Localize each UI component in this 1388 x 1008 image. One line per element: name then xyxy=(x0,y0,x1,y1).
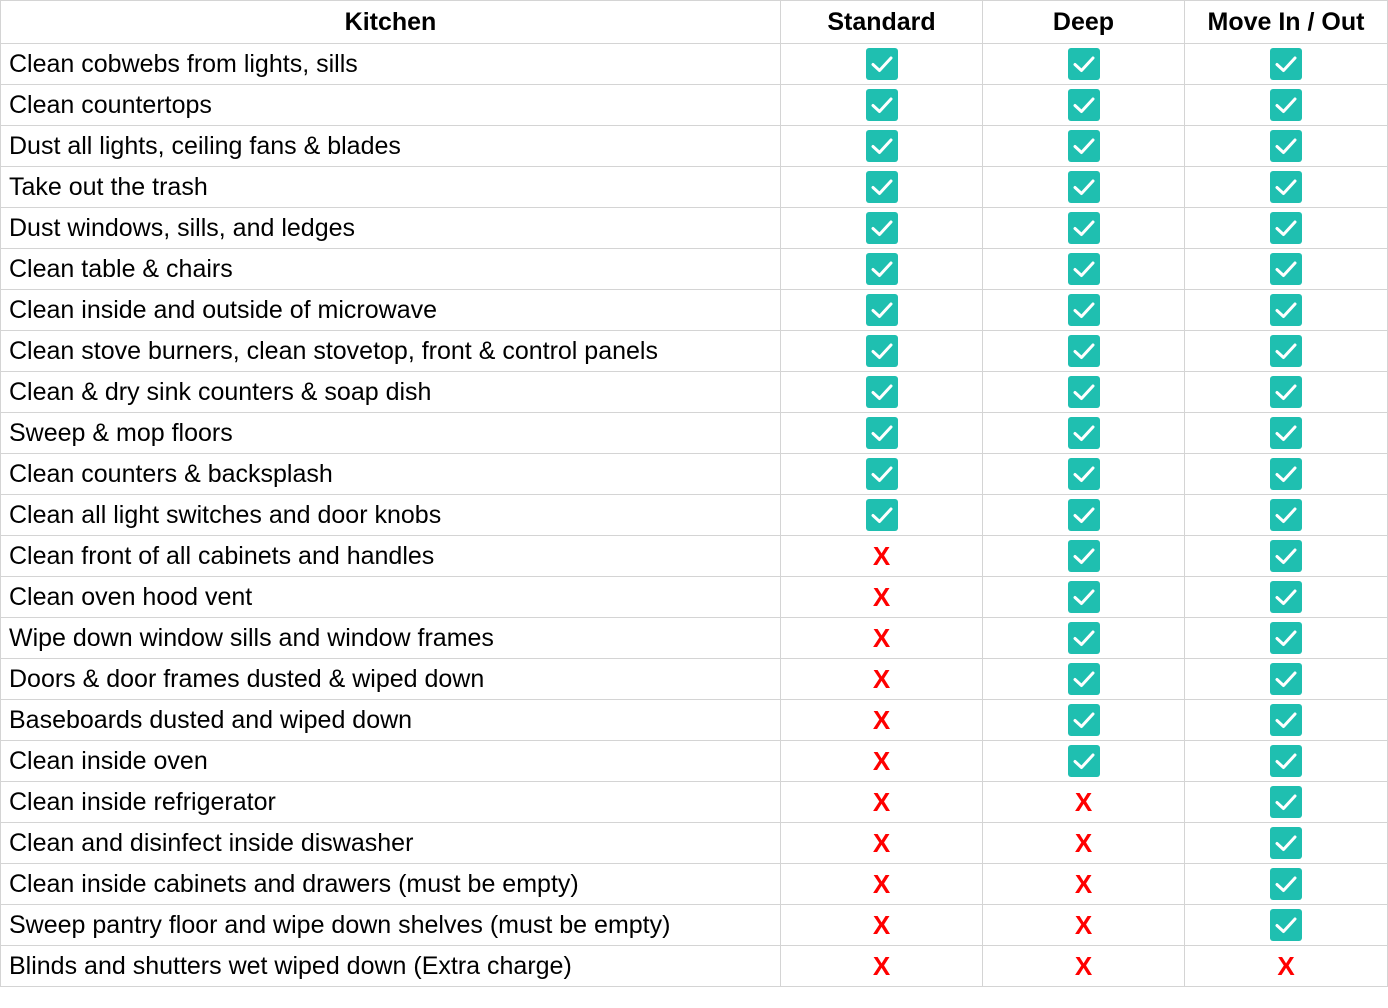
deep-cell[interactable] xyxy=(983,823,1185,864)
deep-cell[interactable] xyxy=(983,659,1185,700)
checkbox-checked-icon xyxy=(1270,376,1302,408)
task-cell[interactable]: Take out the trash xyxy=(1,167,781,208)
deep-cell[interactable] xyxy=(983,331,1185,372)
red-x-icon: X xyxy=(872,623,891,653)
move-cell[interactable] xyxy=(1185,454,1388,495)
deep-cell[interactable] xyxy=(983,864,1185,905)
checkbox-checked-icon xyxy=(1068,663,1100,695)
move-cell[interactable] xyxy=(1185,782,1388,823)
table-row xyxy=(1,454,1388,495)
deep-cell[interactable] xyxy=(983,495,1185,536)
deep-cell[interactable] xyxy=(983,372,1185,413)
checkbox-checked-icon xyxy=(1270,622,1302,654)
deep-cell[interactable] xyxy=(983,413,1185,454)
red-x-icon: X xyxy=(872,664,891,694)
task-cell[interactable]: Clean all light switches and door knobs xyxy=(1,495,781,536)
deep-cell[interactable] xyxy=(983,782,1185,823)
red-x-icon: X xyxy=(872,746,891,776)
task-cell[interactable]: Clean front of all cabinets and handles xyxy=(1,536,781,577)
table-row xyxy=(1,700,1388,741)
task-cell[interactable]: Clean cobwebs from lights, sills xyxy=(1,44,781,85)
table-row xyxy=(1,946,1388,987)
checkbox-checked-icon xyxy=(1068,48,1100,80)
task-cell[interactable]: Clean countertops xyxy=(1,85,781,126)
red-x-icon: X xyxy=(872,910,891,940)
checkbox-checked-icon xyxy=(866,253,898,285)
move-cell[interactable] xyxy=(1185,290,1388,331)
checkbox-checked-icon xyxy=(1270,704,1302,736)
header-move-in-out[interactable]: Move In / Out xyxy=(1185,1,1388,44)
standard-cell[interactable] xyxy=(781,249,983,290)
standard-cell[interactable] xyxy=(781,536,983,577)
move-cell[interactable] xyxy=(1185,864,1388,905)
move-cell[interactable] xyxy=(1185,741,1388,782)
standard-cell[interactable] xyxy=(781,290,983,331)
checkbox-checked-icon xyxy=(1270,540,1302,572)
deep-cell[interactable] xyxy=(983,290,1185,331)
move-cell[interactable] xyxy=(1185,618,1388,659)
deep-cell[interactable] xyxy=(983,85,1185,126)
move-cell[interactable] xyxy=(1185,577,1388,618)
move-cell[interactable] xyxy=(1185,495,1388,536)
deep-cell[interactable] xyxy=(983,44,1185,85)
task-cell[interactable]: Clean and disinfect inside diswasher xyxy=(1,823,781,864)
task-cell[interactable]: Dust windows, sills, and ledges xyxy=(1,208,781,249)
table-row xyxy=(1,577,1388,618)
standard-cell[interactable] xyxy=(781,372,983,413)
deep-cell[interactable] xyxy=(983,454,1185,495)
checkbox-checked-icon xyxy=(1270,827,1302,859)
deep-cell[interactable] xyxy=(983,536,1185,577)
task-cell[interactable]: Wipe down window sills and window frames xyxy=(1,618,781,659)
task-cell[interactable]: Clean inside and outside of microwave xyxy=(1,290,781,331)
checkbox-checked-icon xyxy=(1068,417,1100,449)
task-cell[interactable]: Clean inside cabinets and drawers (must be empty) xyxy=(1,864,781,905)
red-x-icon: X xyxy=(1074,951,1093,981)
red-x-icon: X xyxy=(872,828,891,858)
table-row xyxy=(1,823,1388,864)
table-row xyxy=(1,782,1388,823)
table-row xyxy=(1,208,1388,249)
red-x-icon: X xyxy=(872,582,891,612)
checkbox-checked-icon xyxy=(1270,253,1302,285)
header-row xyxy=(1,1,1388,44)
table-row xyxy=(1,659,1388,700)
checkbox-checked-icon xyxy=(1270,745,1302,777)
move-cell[interactable] xyxy=(1185,905,1388,946)
task-cell[interactable]: Sweep pantry floor and wipe down shelves (must be empty) xyxy=(1,905,781,946)
header-standard[interactable]: Standard xyxy=(781,1,983,44)
checkbox-checked-icon xyxy=(866,335,898,367)
red-x-icon: X xyxy=(872,951,891,981)
checkbox-checked-icon xyxy=(1068,499,1100,531)
move-cell[interactable] xyxy=(1185,700,1388,741)
move-cell[interactable] xyxy=(1185,167,1388,208)
checkbox-checked-icon xyxy=(1068,540,1100,572)
standard-cell[interactable] xyxy=(781,495,983,536)
checkbox-checked-icon xyxy=(1068,171,1100,203)
standard-cell[interactable] xyxy=(781,167,983,208)
checkbox-checked-icon xyxy=(866,376,898,408)
red-x-icon: X xyxy=(1277,951,1295,981)
checkbox-checked-icon xyxy=(1068,253,1100,285)
task-cell[interactable]: Sweep & mop floors xyxy=(1,413,781,454)
checkbox-checked-icon xyxy=(1270,89,1302,121)
task-cell[interactable]: Clean & dry sink counters & soap dish xyxy=(1,372,781,413)
red-x-icon: X xyxy=(1074,787,1093,817)
task-cell[interactable]: Clean oven hood vent xyxy=(1,577,781,618)
standard-cell[interactable] xyxy=(781,577,983,618)
task-cell[interactable]: Clean table & chairs xyxy=(1,249,781,290)
checkbox-checked-icon xyxy=(866,458,898,490)
checkbox-checked-icon xyxy=(1270,130,1302,162)
header-deep[interactable]: Deep xyxy=(983,1,1185,44)
table-row xyxy=(1,126,1388,167)
move-cell[interactable] xyxy=(1185,659,1388,700)
table-row xyxy=(1,536,1388,577)
checkbox-checked-icon xyxy=(1270,581,1302,613)
deep-cell[interactable] xyxy=(983,946,1185,987)
checkbox-checked-icon xyxy=(1270,171,1302,203)
move-cell[interactable] xyxy=(1185,823,1388,864)
standard-cell[interactable] xyxy=(781,618,983,659)
red-x-icon: X xyxy=(872,869,891,899)
deep-cell[interactable] xyxy=(983,905,1185,946)
checkbox-checked-icon xyxy=(1270,499,1302,531)
table-row xyxy=(1,290,1388,331)
checkbox-checked-icon xyxy=(866,417,898,449)
standard-cell[interactable] xyxy=(781,782,983,823)
deep-cell[interactable] xyxy=(983,249,1185,290)
table-row xyxy=(1,372,1388,413)
move-cell[interactable] xyxy=(1185,946,1388,987)
table-row xyxy=(1,85,1388,126)
task-cell[interactable]: Clean stove burners, clean stovetop, front & control panels xyxy=(1,331,781,372)
checkbox-checked-icon xyxy=(1068,212,1100,244)
standard-cell[interactable] xyxy=(781,741,983,782)
checkbox-checked-icon xyxy=(1270,663,1302,695)
checkbox-checked-icon xyxy=(1068,130,1100,162)
checkbox-checked-icon xyxy=(1068,294,1100,326)
checkbox-checked-icon xyxy=(1270,868,1302,900)
checkbox-checked-icon xyxy=(1270,335,1302,367)
checkbox-checked-icon xyxy=(1068,622,1100,654)
checkbox-checked-icon xyxy=(866,130,898,162)
checkbox-checked-icon xyxy=(866,499,898,531)
task-cell[interactable]: Doors & door frames dusted & wiped down xyxy=(1,659,781,700)
checkbox-checked-icon xyxy=(1270,417,1302,449)
red-x-icon: X xyxy=(1074,910,1093,940)
checkbox-checked-icon xyxy=(1068,89,1100,121)
table-row xyxy=(1,864,1388,905)
standard-cell[interactable] xyxy=(781,946,983,987)
checkbox-checked-icon xyxy=(1068,458,1100,490)
checkbox-checked-icon xyxy=(1270,786,1302,818)
deep-cell[interactable] xyxy=(983,126,1185,167)
move-cell[interactable] xyxy=(1185,372,1388,413)
task-cell[interactable]: Dust all lights, ceiling fans & blades xyxy=(1,126,781,167)
table-row xyxy=(1,44,1388,85)
table-row xyxy=(1,905,1388,946)
move-cell[interactable] xyxy=(1185,536,1388,577)
red-x-icon: X xyxy=(1074,828,1093,858)
table-row xyxy=(1,413,1388,454)
deep-cell[interactable] xyxy=(983,208,1185,249)
checkbox-checked-icon xyxy=(1270,294,1302,326)
move-cell[interactable] xyxy=(1185,331,1388,372)
table-row xyxy=(1,331,1388,372)
checkbox-checked-icon xyxy=(1068,335,1100,367)
checkbox-checked-icon xyxy=(866,48,898,80)
standard-cell[interactable] xyxy=(781,823,983,864)
checkbox-checked-icon xyxy=(1068,745,1100,777)
red-x-icon: X xyxy=(1074,869,1093,899)
deep-cell[interactable] xyxy=(983,167,1185,208)
deep-cell[interactable] xyxy=(983,618,1185,659)
table-row xyxy=(1,741,1388,782)
red-x-icon: X xyxy=(872,705,891,735)
standard-cell[interactable] xyxy=(781,126,983,167)
checkbox-checked-icon xyxy=(866,294,898,326)
table-row xyxy=(1,618,1388,659)
move-cell[interactable] xyxy=(1185,126,1388,167)
task-cell[interactable]: Clean inside refrigerator xyxy=(1,782,781,823)
table-row xyxy=(1,167,1388,208)
deep-cell[interactable] xyxy=(983,700,1185,741)
table-row xyxy=(1,249,1388,290)
red-x-icon: X xyxy=(872,541,891,571)
checkbox-checked-icon xyxy=(866,89,898,121)
checkbox-checked-icon xyxy=(866,171,898,203)
move-cell[interactable] xyxy=(1185,249,1388,290)
move-cell[interactable] xyxy=(1185,85,1388,126)
checkbox-checked-icon xyxy=(866,212,898,244)
standard-cell[interactable] xyxy=(781,454,983,495)
move-cell[interactable] xyxy=(1185,208,1388,249)
checkbox-checked-icon xyxy=(1270,909,1302,941)
deep-cell[interactable] xyxy=(983,577,1185,618)
deep-cell[interactable] xyxy=(983,741,1185,782)
checkbox-checked-icon xyxy=(1068,581,1100,613)
header-kitchen[interactable]: Kitchen xyxy=(1,1,781,44)
standard-cell[interactable] xyxy=(781,659,983,700)
standard-cell[interactable] xyxy=(781,331,983,372)
standard-cell[interactable] xyxy=(781,208,983,249)
checkbox-checked-icon xyxy=(1068,704,1100,736)
standard-cell[interactable] xyxy=(781,905,983,946)
table-row xyxy=(1,495,1388,536)
standard-cell[interactable] xyxy=(781,700,983,741)
checkbox-checked-icon xyxy=(1270,48,1302,80)
move-cell[interactable] xyxy=(1185,413,1388,454)
standard-cell[interactable] xyxy=(781,864,983,905)
checkbox-checked-icon xyxy=(1068,376,1100,408)
standard-cell[interactable] xyxy=(781,44,983,85)
checkbox-checked-icon xyxy=(1270,458,1302,490)
checkbox-checked-icon xyxy=(1270,212,1302,244)
task-cell[interactable]: Baseboards dusted and wiped down xyxy=(1,700,781,741)
task-cell[interactable]: Blinds and shutters wet wiped down (Extra charge) xyxy=(1,946,781,987)
task-cell[interactable]: Clean counters & backsplash xyxy=(1,454,781,495)
standard-cell[interactable] xyxy=(781,413,983,454)
red-x-icon: X xyxy=(872,787,891,817)
move-cell[interactable] xyxy=(1185,44,1388,85)
task-cell[interactable]: Clean inside oven xyxy=(1,741,781,782)
standard-cell[interactable] xyxy=(781,85,983,126)
